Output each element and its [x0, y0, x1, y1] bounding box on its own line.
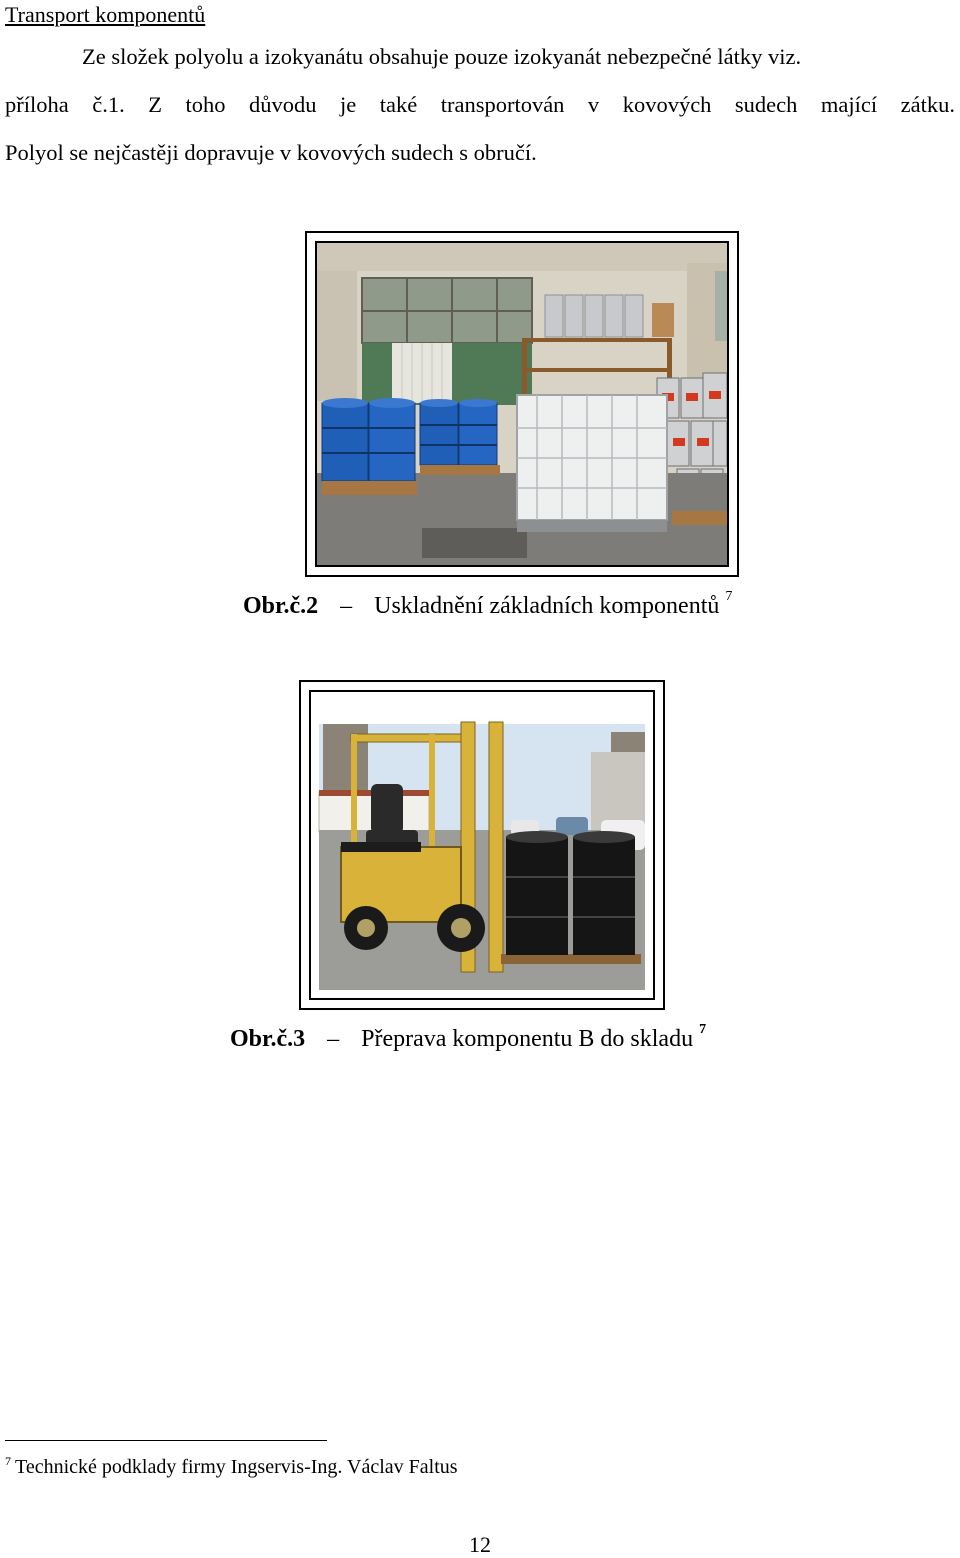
figure-2-caption	[230, 1022, 707, 1053]
figure-2-caption-text: Přeprava komponentu B do skladu	[361, 1026, 694, 1052]
footnote-marker: 7	[5, 1454, 11, 1468]
warehouse-photo	[315, 241, 729, 567]
paragraph-line-2: příloha č.1. Z toho důvodu je také transportován v kovových sudech mající zátku.	[5, 92, 955, 117]
paragraph-line-1: Ze složek polyolu a izokyanátu obsahuje pouze izokyanát nebezpečné látky viz.	[82, 44, 802, 69]
figure-1-dash: –	[340, 593, 353, 619]
figure-1-footnote-ref: 7	[725, 589, 733, 604]
figure-2-footnote-ref: 7	[699, 1022, 707, 1037]
paragraph-line-3: Polyol se nejčastěji dopravuje v kovových sudech s obručí.	[5, 140, 537, 165]
footnote	[5, 1456, 458, 1479]
figure-1-frame	[305, 231, 739, 577]
figure-1-label: Obr.č.2	[243, 593, 319, 619]
figure-2-dash: –	[327, 1026, 340, 1052]
footnote-separator	[5, 1440, 327, 1441]
figure-1-caption	[243, 589, 733, 620]
section-heading: Transport komponentů	[5, 2, 206, 27]
forklift-photo	[309, 690, 655, 1000]
figure-2-label: Obr.č.3	[230, 1026, 306, 1052]
page-number: 12	[469, 1532, 491, 1557]
figure-1-caption-text: Uskladnění základních komponentů	[374, 593, 720, 619]
footnote-text: Technické podklady firmy Ingservis-Ing. Václav Faltus	[15, 1456, 458, 1478]
figure-2-frame	[299, 680, 665, 1010]
